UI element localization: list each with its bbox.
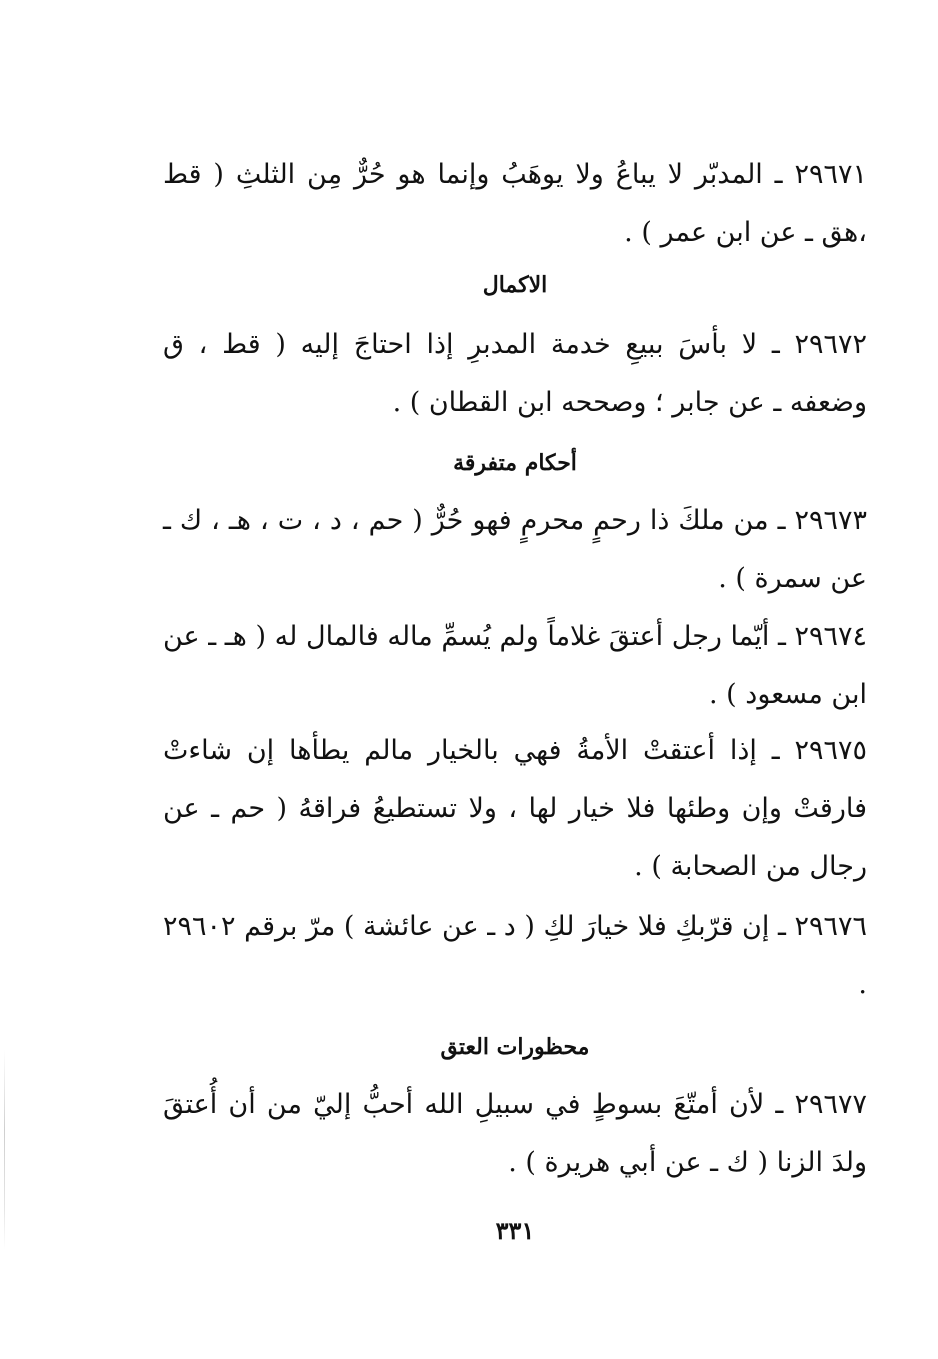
entry-29672: ٢٩٦٧٢ ـ لا بأسَ ببيعِ خدمة المدبرِ إذا احتاجَ إليه ( قط ، ق وضعفه ـ عن جابر ؛ وصححه ابن القطان ) . xyxy=(163,329,867,418)
entry-29675: ٢٩٦٧٥ ـ إذا أعتقتْ الأمةُ فهي بالخيار مالم يطأها إن شاءتْ فارقتْ وإن وطئها فلا خيار لها ، ولا تستطيعُ فراقهُ ( حم ـ عن رجال من الصحابة ) . xyxy=(163,735,867,882)
entry-29674: ٢٩٦٧٤ ـ أيّما رجل أعتقَ غلاماً ولم يُسمِّ ماله فالمال له ( هـ ـ عن ابن مسعود ) . xyxy=(163,621,867,710)
entry-29671: ٢٩٦٧١ ـ المدبّر لا يباعُ ولا يوهَبُ وإنما هو حُرٌّ مِن الثلثِ ( قط ،هق ـ عن ابن عمر ) . xyxy=(163,159,867,248)
entry-29673: ٢٩٦٧٣ ـ من ملكَ ذا رحمٍ محرمٍ فهو حُرٌّ ( حم ، د ، ت ، هـ ، ك ـ عن سمرة ) . xyxy=(163,505,867,594)
section-heading-mahzurat: محظورات العتق xyxy=(440,1034,590,1060)
section-heading-ahkam: أحكام متفرقة xyxy=(453,450,577,476)
page-edge-shadow xyxy=(4,1050,5,1250)
entry-29676: ٢٩٦٧٦ ـ إن قرّبكِ فلا خيارَ لكِ ( د ـ عن عائشة ) مرّ برقم ٢٩٦٠٢ . xyxy=(163,911,867,1000)
section-heading-ikmal: الاكمال xyxy=(482,272,548,298)
page-number: ٣٣١ xyxy=(495,1216,535,1245)
entry-29677: ٢٩٦٧٧ ـ لأن أمتّعَ بسوطٍ في سبيلِ الله أحبُّ إليّ من أن أُعتقَ ولدَ الزنا ( ك ـ عن أبي هريرة ) . xyxy=(163,1089,867,1178)
